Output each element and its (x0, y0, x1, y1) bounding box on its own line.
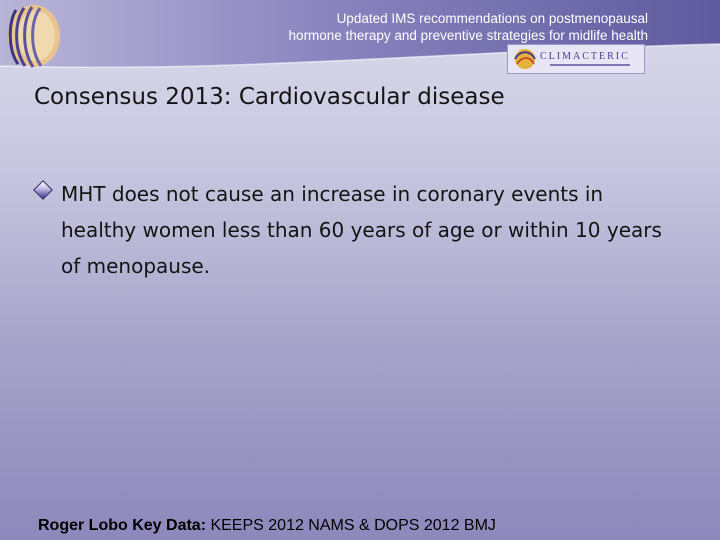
banner-text (289, 10, 648, 44)
bullet-item (34, 176, 684, 284)
footer-text: KEEPS 2012 NAMS & DOPS 2012 BMJ (206, 517, 496, 534)
bullet-text: MHT does not cause an increase in coronary events in healthy women less than 60 years of age or within 10 years of menopause. (61, 182, 662, 278)
logo-wordmark: CLIMACTERIC (540, 51, 630, 62)
banner-line-1: Updated IMS recommendations on postmenopausal (336, 11, 648, 26)
diamond-bullet-icon (33, 180, 53, 200)
logo-underline (550, 64, 630, 66)
footer-reference (38, 517, 496, 535)
banner-line-2: hormone therapy and preventive strategies for midlife health (288, 28, 648, 43)
profile-faces-icon (0, 0, 66, 72)
bullet-list (34, 176, 684, 284)
header-banner (0, 0, 720, 76)
logo-mark-icon (510, 46, 540, 72)
climacteric-logo (507, 44, 645, 74)
footer-bold-label: Roger Lobo Key Data: (38, 517, 207, 534)
slide-title: Consensus 2013: Cardiovascular disease (34, 84, 505, 110)
